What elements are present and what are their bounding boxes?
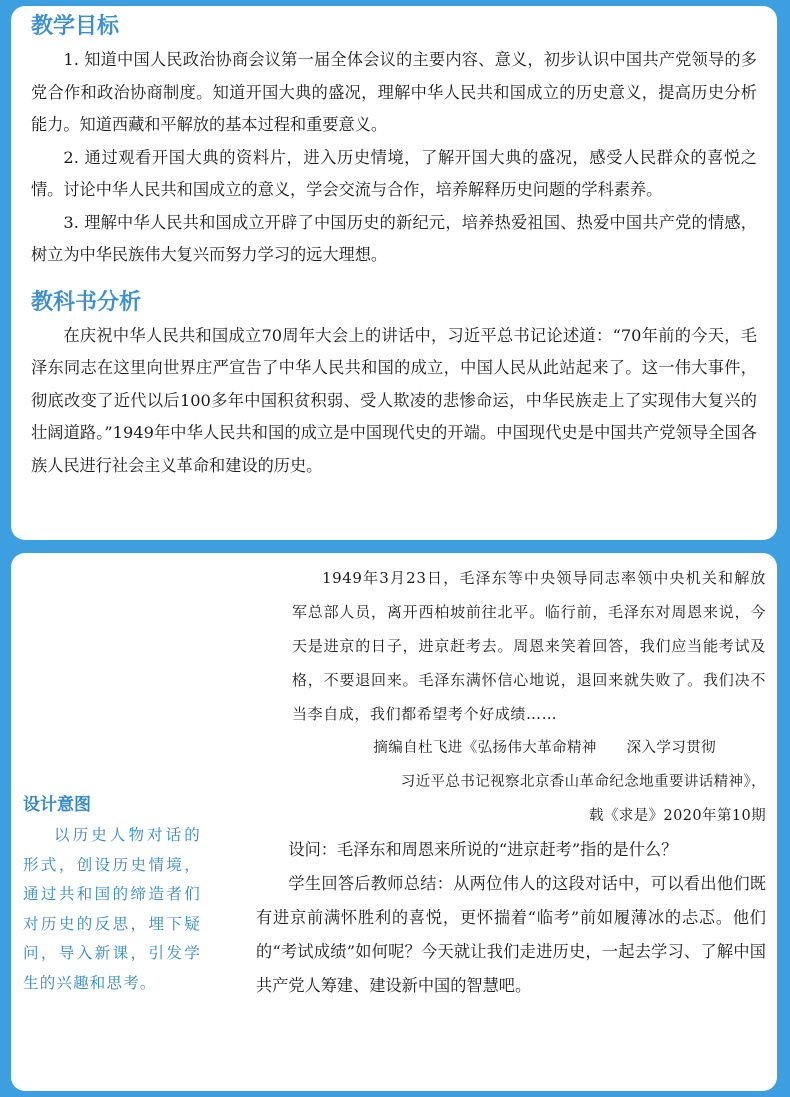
textbook-analysis-body: 在庆祝中华人民共和国成立70周年大会上的讲话中，习近平总书记论述道：“70年前的今天，毛泽东同志在这里向世界庄严宣告了中华人民共和国的成立，中国人民从此站起来了。这一伟大事件，彻底改变了近代以后100多年中国积贫积弱、受人欺凌的悲惨命运，中华民族走上了实现伟大复兴的壮阔道路。”1949年中华人民共和国的成立是中国现代史的开端。中国现代史是中国共产党领导全国各族人民进行社会主义革命和建设的历史。	[31, 325, 757, 475]
teaching-goals-heading: 教学目标	[31, 14, 120, 39]
design-intent-body: 以历史人物对话的形式，创设历史情境，通过共和国的缔造者们对历史的反思，埋下疑问，导入新课，引发学生的兴趣和思考。	[23, 826, 201, 992]
design-intent-sidebar	[23, 793, 201, 998]
textbook-analysis-heading: 教科书分析	[31, 289, 142, 315]
citation-line-2: 习近平总书记视察北京香山革命纪念地重要讲话精神》，	[400, 774, 766, 790]
bottom-content-panel	[11, 553, 777, 1091]
top-content-panel	[11, 6, 777, 540]
citation-line-1: 摘编自杜飞进《弘扬伟大革命精神 深入学习贯彻	[373, 740, 716, 756]
citation-line-3: 载《求是》2020年第10期	[589, 808, 766, 824]
lesson-question: 设问：毛泽东和周恩来所说的“进京赶考”指的是什么？	[288, 840, 678, 859]
teacher-summary: 学生回答后教师总结：从两位伟人的这段对话中，可以看出他们既有进京前满怀胜利的喜悦，更怀揣着“临考”前如履薄冰的忐忑。他们的“考试成绩”如何呢？今天就让我们走进历史，一起去学习、了解中国共产党人筹建、建设新中国的智慧吧。	[256, 874, 766, 995]
goal-item-1: 1. 知道中国人民政治协商会议第一届全体会议的主要内容、意义，初步认识中国共产党领导的多党合作和政治协商制度。知道开国大典的盛况，理解中华人民共和国成立的历史意义，提高历史分析能力。知道西藏和平解放的基本过程和重要意义。	[31, 50, 757, 134]
lesson-intro-column	[256, 561, 766, 1003]
historical-quote: 1949年3月23日，毛泽东等中央领导同志率领中央机关和解放军总部人员，离开西柏坡前往北平。临行前，毛泽东对周恩来说，今天是进京的日子，进京赶考去。周恩来笑着回答，我们应当能考试及格，不要退回来。毛泽东满怀信心地说，退回来就失败了。我们决不当李自成，我们都希望考个好成绩……	[292, 569, 766, 723]
design-intent-title: 设计意图	[23, 795, 91, 815]
goal-item-2: 2. 通过观看开国大典的资料片，进入历史情境，了解开国大典的盛况，感受人民群众的喜悦之情。讨论中华人民共和国成立的意义，学会交流与合作，培养解释历史问题的学科素养。	[31, 147, 757, 199]
goal-item-3: 3. 理解中华人民共和国成立开辟了中国历史的新纪元，培养热爱祖国、热爱中国共产党的情感，树立为中华民族伟大复兴而努力学习的远大理想。	[31, 212, 757, 264]
